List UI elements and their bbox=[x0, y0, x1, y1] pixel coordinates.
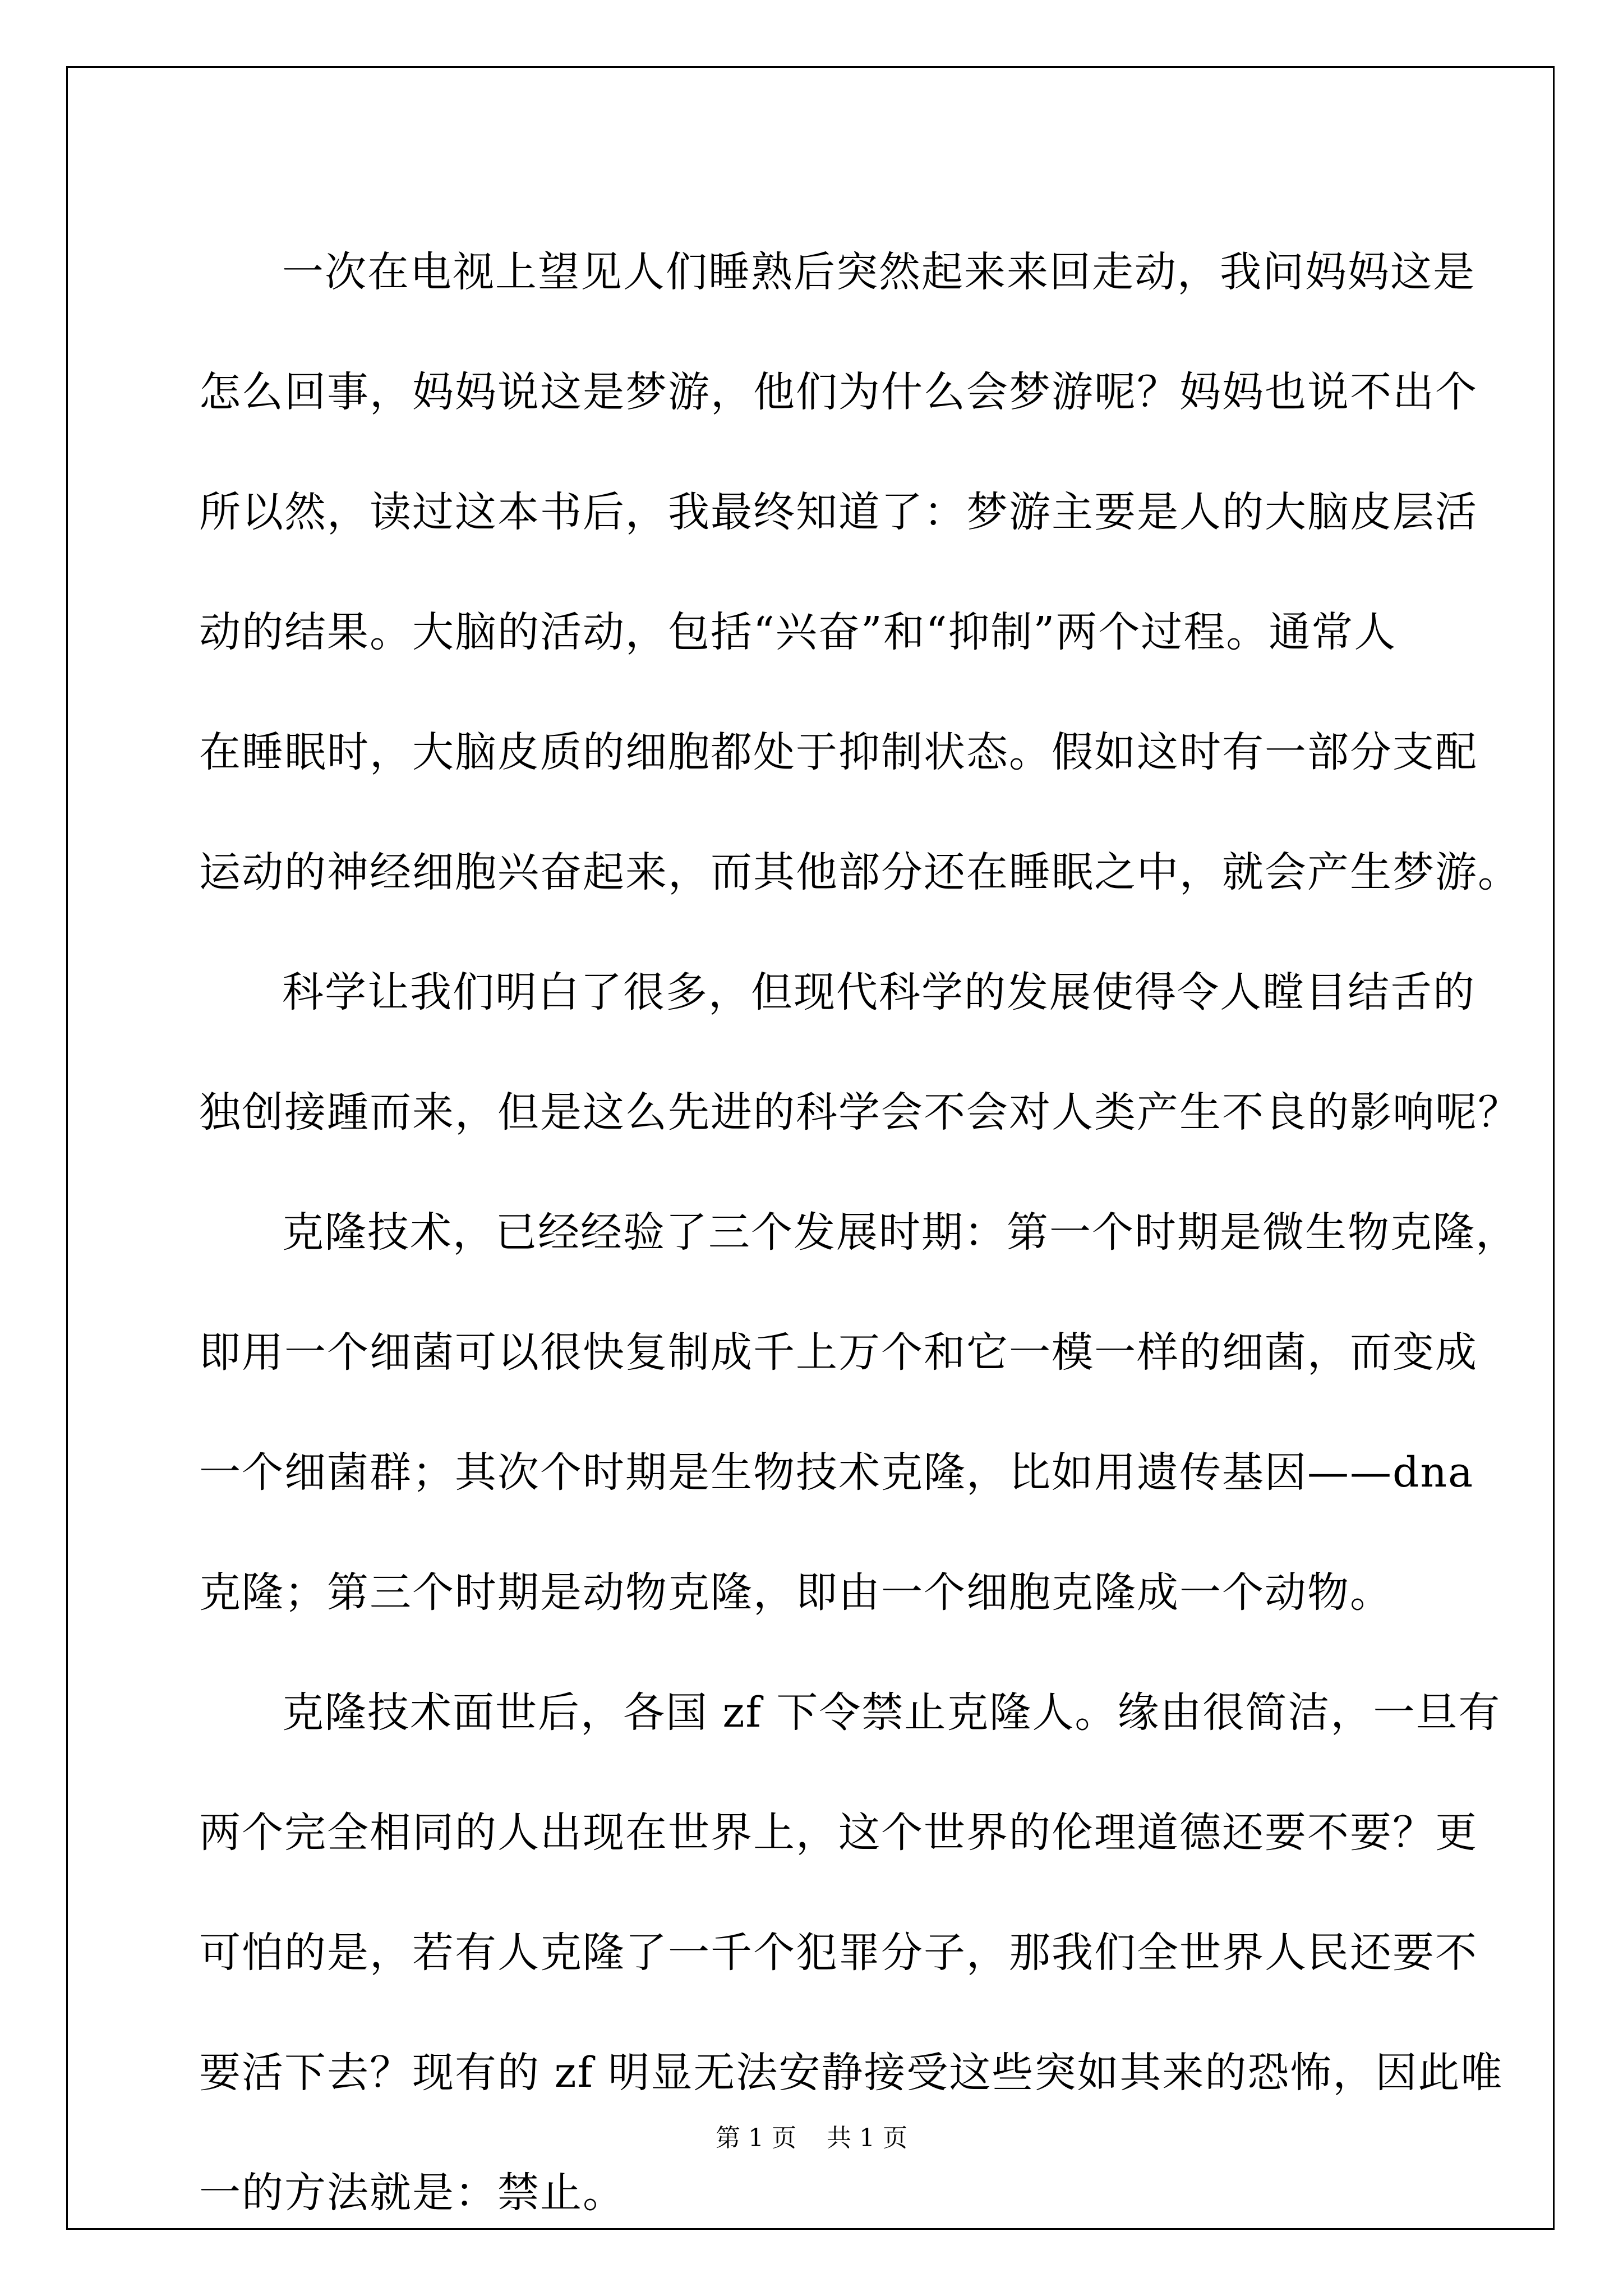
text-line: 一次在电视上望见人们睡熟后突然起来来回走动，我问妈妈这是 bbox=[282, 248, 1476, 296]
text-line: 怎么回事，妈妈说这是梦游，他们为什么会梦游呢？妈妈也说不出个 bbox=[199, 368, 1478, 416]
text-line: 独创接踵而来，但是这么先进的科学会不会对人类产生不良的影响呢？ bbox=[199, 1088, 1520, 1137]
text-line: 克隆；第三个时期是动物克隆，即由一个细胞克隆成一个动物。 bbox=[199, 1568, 1393, 1617]
paragraph-cloning-stages bbox=[199, 1172, 1518, 1653]
paragraph-science bbox=[199, 932, 1520, 1172]
text-line: 克隆技术，已经经验了三个发展时期：第一个时期是微生物克隆， bbox=[282, 1208, 1518, 1257]
text-line: 要活下去？现有的 zf 明显无法安静接受这些突如其来的恐怖，因此唯 bbox=[199, 2049, 1504, 2097]
page-number: 第 1 页 bbox=[716, 2124, 796, 2152]
paragraph-sleepwalking bbox=[199, 212, 1520, 932]
text-line: 在睡眠时，大脑皮质的细胞都处于抑制状态。假如这时有一部分支配 bbox=[199, 728, 1478, 776]
text-line: 可怕的是，若有人克隆了一千个犯罪分子，那我们全世界人民还要不 bbox=[199, 1929, 1478, 1977]
text-line: 科学让我们明白了很多，但现代科学的发展使得令人瞠目结舌的 bbox=[282, 968, 1476, 1016]
document-body bbox=[199, 212, 1520, 2253]
paragraph-cloning-ban bbox=[199, 1653, 1504, 2253]
text-line: 两个完全相同的人出现在世界上，这个世界的伦理道德还要不要？更 bbox=[199, 1809, 1478, 1857]
text-line: 所以然，读过这本书后，我最终知道了：梦游主要是人的大脑皮层活 bbox=[199, 488, 1478, 536]
text-line: 运动的神经细胞兴奋起来，而其他部分还在睡眠之中，就会产生梦游。 bbox=[199, 848, 1520, 896]
page-total: 共 1 页 bbox=[827, 2124, 907, 2152]
page-footer bbox=[0, 2118, 1623, 2154]
text-line: 动的结果。大脑的活动，包括“兴奋”和“抑制”两个过程。通常人 bbox=[199, 608, 1397, 656]
text-line: 克隆技术面世后，各国 zf 下令禁止克隆人。缘由很简洁，一旦有 bbox=[282, 1688, 1501, 1737]
text-line: 一的方法就是：禁止。 bbox=[199, 2169, 625, 2217]
text-line: 一个细菌群；其次个时期是生物技术克隆，比如用遗传基因——dna bbox=[199, 1448, 1474, 1497]
text-line: 即用一个细菌可以很快复制成千上万个和它一模一样的细菌，而变成 bbox=[199, 1328, 1478, 1377]
